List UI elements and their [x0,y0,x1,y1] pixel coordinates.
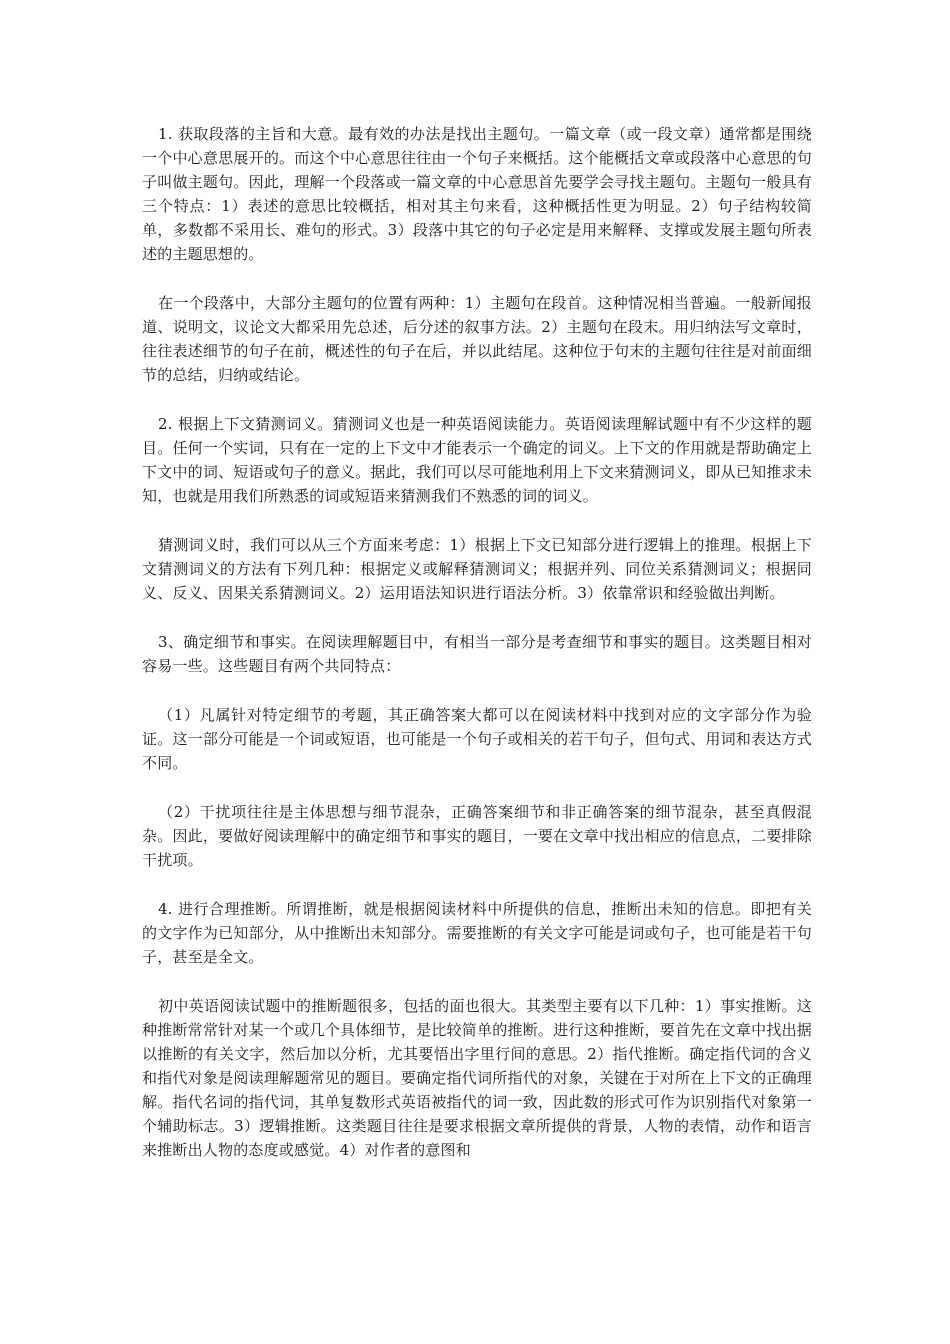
paragraph-details-feature-1: （1）凡属针对特定细节的考题，其正确答案大都可以在阅读材料中找到对应的文字部分作为验证。这一部分可能是一个词或短语，也可能是一个句子或相关的若干句子，但句式、用词和表达方式不同。 [142,706,812,772]
paragraph-inference: 4. 进行合理推断。所谓推断，就是根据阅读材料中所提供的信息，推断出未知的信息。即把有关的文字作为已知部分，从中推断出未知部分。需要推断的有关文字可能是词或句子，也可能是若干句子，甚至是全文。 [142,900,812,966]
document-body [142,122,812,1187]
paragraph-inference-types: 初中英语阅读试题中的推断题很多，包括的面也很大。其类型主要有以下几种：1）事实推断。这种推断常常针对某一个或几个具体细节，是比较简单的推断。进行这种推断，要首先在文章中找出据以推断的有关文字，然后加以分析，尤其要悟出字里行间的意思。2）指代推断。确定指代词的含义和指代对象是阅读理解题常见的题目。要确定指代词所指代的对象，关键在于对所在上下文的正确理解。指代名词的指代词，其单复数形式英语被指代的词一致，因此数的形式可作为识别指代对象第一个辅助标志。3）逻辑推断。这类题目往往是要求根据文章所提供的背景，人物的表情，动作和语言来推断出人物的态度或感觉。4）对作者的意图和 [142,997,812,1159]
paragraph-main-idea: 1. 获取段落的主旨和大意。最有效的办法是找出主题句。一篇文章（或一段文章）通常都是围绕一个中心意思展开的。而这个中心意思往往由一个句子来概括。这个能概括文章或段落中心意思的句子叫做主题句。因此，理解一个段落或一篇文章的中心意思首先要学会寻找主题句。主题句一般具有三个特点：1）表述的意思比较概括，相对其主句来看，这种概括性更为明显。2）句子结构较简单，多数都不采用长、难句的形式。3）段落中其它的句子必定是用来解释、支撑或发展主题句所表述的主题思想的。 [142,125,812,263]
paragraph-details-facts: 3、确定细节和事实。在阅读理解题目中，有相当一部分是考查细节和事实的题目。这类题目相对容易一些。这些题目有两个共同特点： [142,633,812,675]
paragraph-details-feature-2: （2）干扰项往往是主体思想与细节混杂，正确答案细节和非正确答案的细节混杂，甚至真假混杂。因此，要做好阅读理解中的确定细节和事实的题目，一要在文章中找出相应的信息点，二要排除干扰项。 [142,803,812,869]
paragraph-guess-word-methods: 猜测词义时，我们可以从三个方面来考虑：1）根据上下文已知部分进行逻辑上的推理。根据上下文猜测词义的方法有下列几种：根据定义或解释猜测词义；根据并列、同位关系猜测词义；根据同义、反义、因果关系猜测词义。2）运用语法知识进行语法分析。3）依靠常识和经验做出判断。 [142,536,812,602]
paragraph-topic-sentence-position: 在一个段落中，大部分主题句的位置有两种：1）主题句在段首。这种情况相当普遍。一般新闻报道、说明文，议论文大都采用先总述，后分述的叙事方法。2）主题句在段末。用归纳法写文章时，往往表述细节的句子在前，概述性的句子在后，并以此结尾。这种位于句末的主题句往往是对前面细节的总结，归纳或结论。 [142,294,812,384]
paragraph-guess-word-meaning: 2. 根据上下文猜测词义。猜测词义也是一种英语阅读能力。英语阅读理解试题中有不少这样的题目。任何一个实词，只有在一定的上下文中才能表示一个确定的词义。上下文的作用就是帮助确定上下文中的词、短语或句子的意义。据此，我们可以尽可能地利用上下文来猜测词义，即从已知推求未知，也就是用我们所熟悉的词或短语来猜测我们不熟悉的词的词义。 [142,415,812,505]
